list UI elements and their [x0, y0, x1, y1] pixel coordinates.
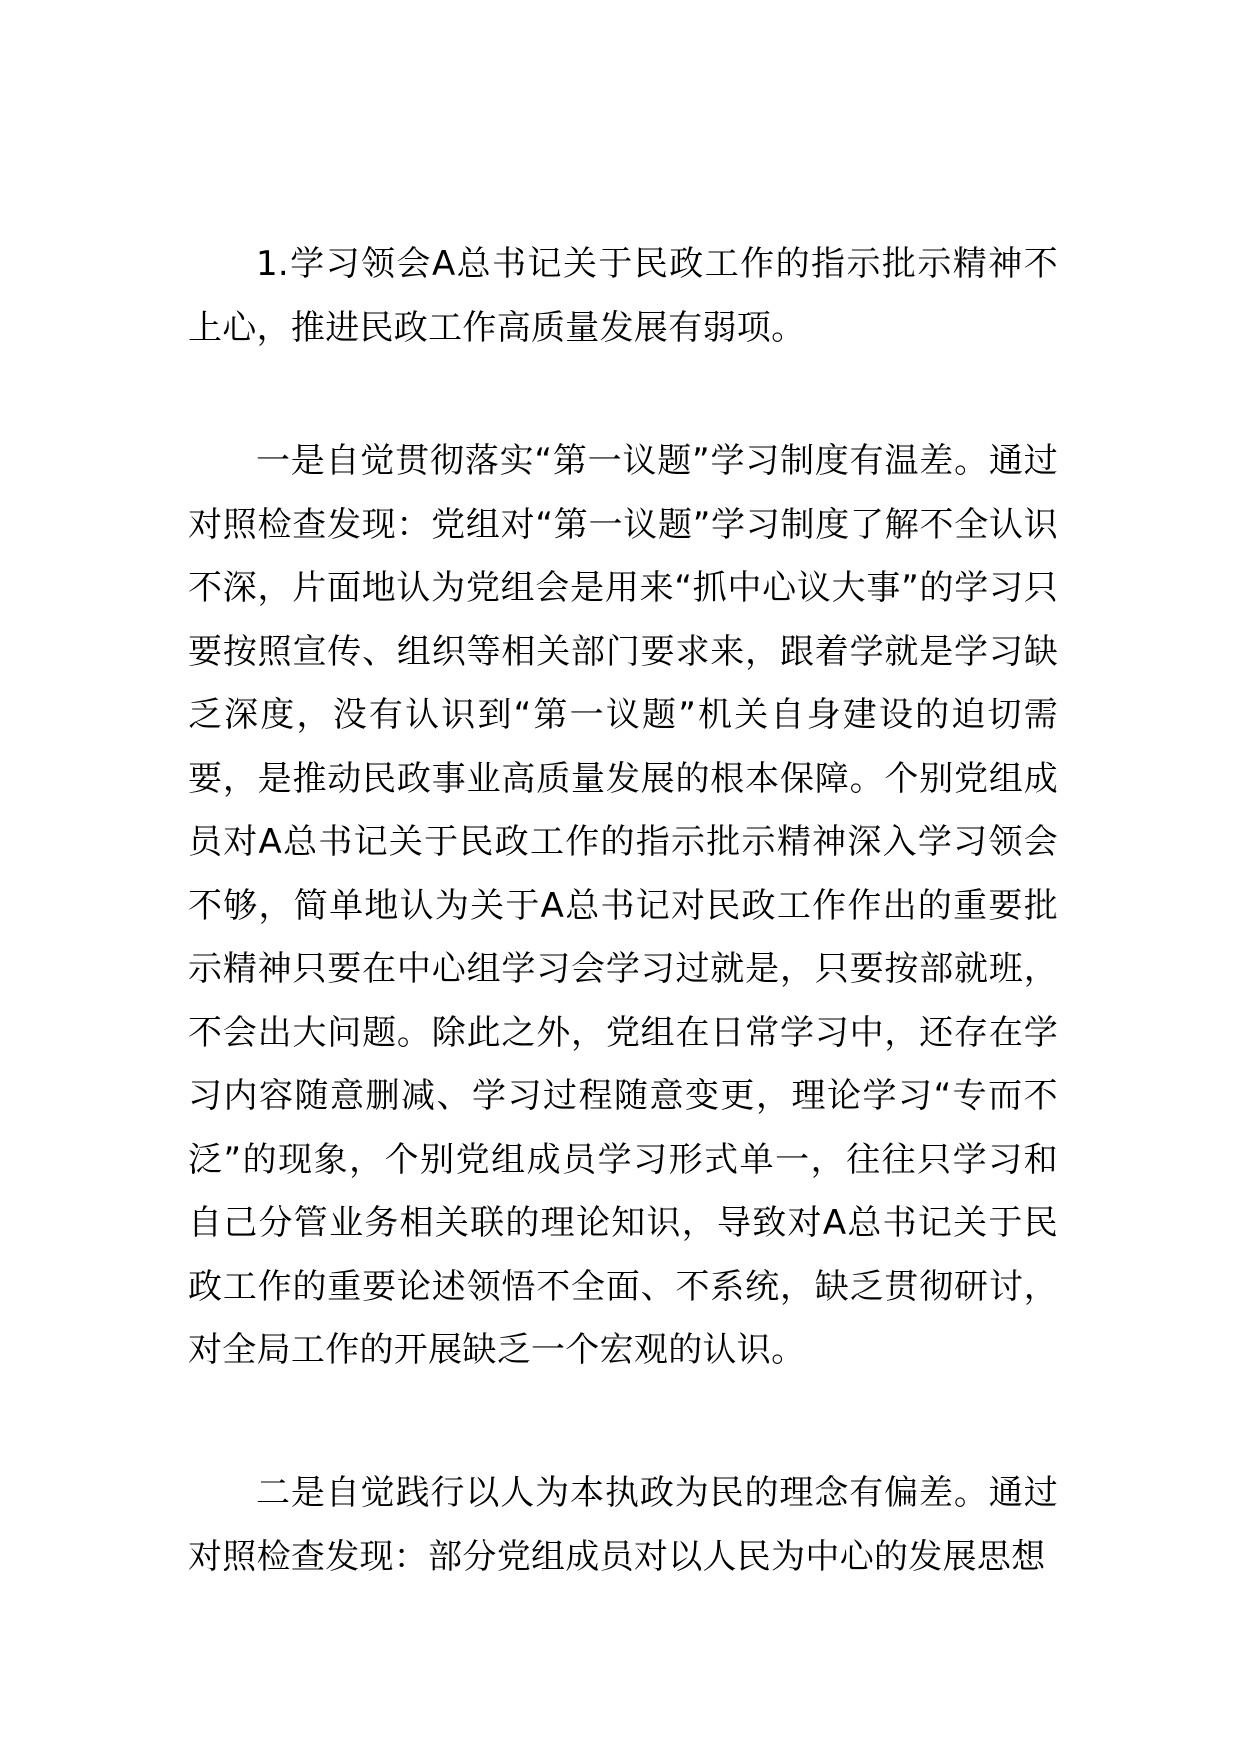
paragraph-section-heading: 1.学习领会A总书记关于民政工作的指示批示精神不上心，推进民政工作高质量发展有弱项。: [188, 244, 1058, 348]
paragraph-point-one: 一是自觉贯彻落实“第一议题”学习制度有温差。通过对照检查发现：党组对“第一议题”学习制度了解不全认识不深，片面地认为党组会是用来“抓中心议大事”的学习只要按照宣传、组织等相关部门要求来，跟着学就是学习缺乏深度，没有认识到“第一议题”机关自身建设的迫切需要，是推动民政事业高质量发展的根本保障。个别党组成员对A总书记关于民政工作的指示批示精神深入学习领会不够，简单地认为关于A总书记对民政工作作出的重要批示精神只要在中心组学习会学习过就是，只要按部就班，不会出大问题。除此之外，党组在日常学习中，还存在学习内容随意删减、学习过程随意变更，理论学习“专而不泛”的现象，个别党组成员学习形式单一，往往只学习和自己分管业务相关联的理论知识，导致对A总书记关于民政工作的重要论述领悟不全面、不系统，缺乏贯彻研讨，对全局工作的开展缺乏一个宏观的认识。: [188, 441, 1058, 1370]
paragraph-point-two: 二是自觉践行以人为本执政为民的理念有偏差。通过对照检查发现：部分党组成员对以人民为中心的发展思想: [188, 1473, 1058, 1577]
